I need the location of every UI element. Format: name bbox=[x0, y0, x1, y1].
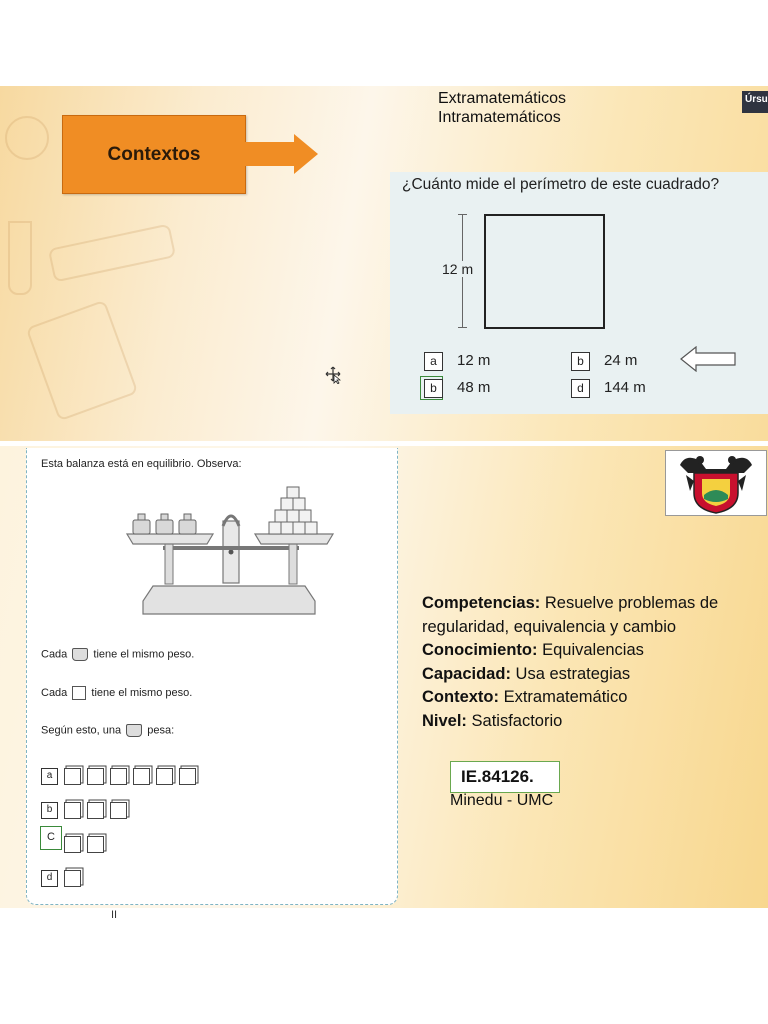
weight-statement-pre: Cada bbox=[41, 648, 68, 661]
answer-b-letter[interactable]: b bbox=[41, 802, 58, 819]
balance-scale-image bbox=[123, 486, 335, 616]
footer-mark: II bbox=[111, 909, 118, 921]
contexto-label: Contexto: bbox=[422, 688, 499, 706]
crest-emblem-icon bbox=[666, 451, 766, 515]
cube-icon bbox=[64, 836, 81, 853]
cube-icon bbox=[87, 768, 104, 785]
option-a-value: 12 m bbox=[457, 352, 491, 369]
square-figure bbox=[484, 214, 605, 329]
cube-icon bbox=[64, 802, 81, 819]
competencias-line bbox=[422, 592, 768, 639]
source-label: Minedu - UMC bbox=[450, 792, 554, 809]
worksheet-intro: Esta balanza está en equilibrio. Observa: bbox=[41, 458, 242, 470]
institution-crest bbox=[665, 450, 767, 516]
dimension-tick-bottom bbox=[458, 327, 467, 328]
question-statement-post: pesa: bbox=[147, 724, 175, 737]
conocimiento-line bbox=[422, 639, 768, 663]
contexts-label: Contextos bbox=[107, 143, 201, 165]
answer-a-row[interactable] bbox=[41, 766, 196, 786]
option-d-letter[interactable]: d bbox=[571, 379, 590, 398]
capacidad-value: Usa estrategias bbox=[510, 664, 631, 683]
cube-statement-pre: Cada bbox=[41, 686, 68, 699]
capacidad-label: Capacidad: bbox=[422, 664, 511, 683]
ruler-doodle bbox=[48, 223, 176, 282]
option-c-value: 48 m bbox=[457, 379, 491, 396]
institution-code-box bbox=[450, 761, 560, 793]
cube-icon bbox=[179, 768, 196, 785]
contexts-box bbox=[62, 115, 246, 194]
cube-statement bbox=[41, 686, 192, 700]
notebook-doodle bbox=[26, 300, 139, 422]
nivel-value: Satisfactorio bbox=[466, 711, 563, 730]
competencias-value: Resuelve problemas de regularidad, equivalencia y cambio bbox=[422, 594, 719, 636]
participant-tag: Úrsu bbox=[742, 91, 768, 113]
institution-code: IE.84126. bbox=[461, 767, 534, 786]
answer-d-row[interactable] bbox=[41, 868, 81, 888]
arrow-left-icon bbox=[680, 346, 736, 372]
cube-icon bbox=[156, 768, 173, 785]
move-cursor-icon bbox=[325, 366, 341, 384]
cube-icon bbox=[87, 802, 104, 819]
contexto-line bbox=[422, 686, 768, 710]
cube-icon bbox=[110, 768, 127, 785]
option-a-letter[interactable]: a bbox=[424, 352, 443, 371]
perimeter-question-card bbox=[390, 172, 768, 414]
apple-doodle bbox=[5, 116, 49, 160]
selected-answer-c: C bbox=[40, 826, 62, 850]
conocimiento-value: Equivalencias bbox=[537, 641, 644, 659]
question-statement bbox=[41, 724, 174, 737]
capacidad-line bbox=[422, 663, 768, 687]
option-c-letter[interactable]: b bbox=[424, 379, 443, 398]
cube-icon bbox=[87, 836, 104, 853]
competencias-label: Competencias: bbox=[422, 594, 541, 612]
bottom-slide bbox=[0, 446, 768, 908]
competency-info bbox=[422, 592, 768, 733]
option-b-value: 24 m bbox=[604, 352, 638, 369]
question-statement-pre: Según esto, una bbox=[41, 724, 122, 737]
contexto-value: Extramatemático bbox=[499, 688, 628, 706]
cube-icon bbox=[72, 686, 86, 700]
side-length-label: 12 m bbox=[442, 261, 474, 277]
nivel-label: Nivel: bbox=[422, 711, 467, 730]
cube-icon bbox=[110, 802, 127, 819]
cube-icon bbox=[64, 870, 81, 887]
context-type-extra: Extramatemáticos bbox=[438, 90, 567, 107]
arrow-right-icon bbox=[294, 134, 318, 174]
cube-statement-post: tiene el mismo peso. bbox=[91, 686, 193, 699]
test-tube-doodle bbox=[8, 221, 32, 295]
dimension-tick-top bbox=[458, 214, 467, 215]
cube-icon bbox=[64, 768, 81, 785]
option-d-value: 144 m bbox=[604, 379, 646, 396]
context-type-intra: Intramatemáticos bbox=[438, 109, 561, 126]
question-text: ¿Cuánto mide el perímetro de este cuadrado? bbox=[402, 176, 720, 193]
weight-statement bbox=[41, 648, 194, 661]
weight-icon bbox=[72, 648, 88, 661]
answer-b-row[interactable] bbox=[41, 800, 127, 820]
context-types bbox=[438, 89, 566, 127]
answer-d-letter[interactable]: d bbox=[41, 870, 58, 887]
contexts-arrow-shaft bbox=[243, 142, 295, 166]
cube-icon bbox=[133, 768, 150, 785]
weight-icon bbox=[126, 724, 142, 737]
answer-a-letter[interactable]: a bbox=[41, 768, 58, 785]
weight-statement-post: tiene el mismo peso. bbox=[93, 648, 195, 661]
option-b-letter[interactable]: b bbox=[571, 352, 590, 371]
balance-worksheet bbox=[26, 448, 398, 905]
conocimiento-label: Conocimiento: bbox=[422, 641, 538, 659]
top-slide bbox=[0, 86, 768, 441]
nivel-line bbox=[422, 710, 768, 734]
